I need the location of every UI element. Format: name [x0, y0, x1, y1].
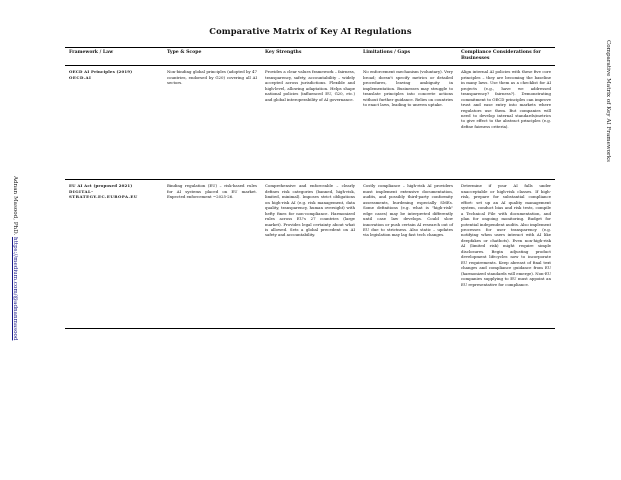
strengths-cell: Provides a clear values framework – fairness, transparency, safety, accountability – widely accepted across jurisdictions. Flexible and high-level, allowing adaptation. Helps shape national policies (influenced EU, G20, etc.) and global interoperability of AI governance. — [261, 66, 359, 180]
column-header-framework: Framework / Law — [65, 48, 163, 66]
framework-source: OECD.AI — [69, 74, 92, 80]
framework-name: OECD AI Principles (2019) — [69, 69, 133, 75]
limitations-cell: No enforcement mechanism (voluntary). Very broad; doesn't specify metrics or detailed procedures, leaving ambiguity in implementation. Businesses may struggle to translate principles into concrete actions without further guidance. Relies on countries to enact laws, leading to uneven uptake. — [359, 66, 457, 180]
column-header-compliance: Compliance Considerations for Businesses — [457, 48, 555, 66]
strengths-cell: Comprehensive and enforceable – clearly defines risk categories (banned, high-risk, limited, minimal). Imposes strict obligations on high-risk AI (e.g. risk management, data quality, transparency, human oversight) with hefty fines for non-compliance. Harmonized rules across EU's 27 countries (large market). Provides legal certainty about what is allowed. Sets a global precedent on AI safety and accountability. — [261, 180, 359, 329]
framework-cell — [65, 66, 163, 180]
compliance-cell: Determine if your AI falls under unacceptable or high-risk classes. If high-risk, prepare for substantial compliance effort: set up an AI quality management system, conduct bias and risk tests, compile a Technical File with documentation, and plan for ongoing monitoring. Budget for potential independent audits. Also implement processes for user transparency (e.g. notifying when users interact with AI like deepfakes or chatbots). Even non-high-risk AI (limited risk) might require simple disclosures. Begin adjusting product development lifecycles now to incorporate EU requirements. Keep abreast of final text changes and compliance guidance from EU (harmonized standards will emerge). Non-EU companies supplying to EU must appoint an EU representative for compliance. — [457, 180, 555, 329]
column-header-limitations: Limitations / Gaps — [359, 48, 457, 66]
page-title: Comparative Matrix of Key AI Regulations — [209, 26, 412, 36]
type-scope-cell: Non-binding global principles (adopted by 47 countries, endorsed by G20) covering all AI sectors. — [163, 66, 261, 180]
table-header-row — [65, 48, 555, 66]
author-name: Adnan Masood, PhD. — [12, 176, 18, 236]
comparison-matrix-table — [65, 47, 555, 329]
framework-source: DIGITAL-STRATEGY.EC.EUROPA.EU — [69, 188, 138, 200]
author-credit — [12, 176, 18, 340]
column-header-type-scope: Type & Scope — [163, 48, 261, 66]
framework-cell — [65, 180, 163, 329]
compliance-cell: Align internal AI policies with these five core principles – they are becoming the baseline in many laws. Use them as a checklist for AI projects (e.g., have we addressed transparency? fairness?). Demonstrating commitment to OECD principles can improve trust and ease entry into markets where regulators use them. But companies will need to develop internal standards/metrics to give effect to the abstract principles (e.g. define fairness criteria). — [457, 66, 555, 180]
table-row — [65, 180, 555, 329]
framework-name: EU AI Act (proposed 2021) — [69, 183, 133, 189]
author-url-link[interactable]: https://medium.com/@adnanmasood — [12, 236, 18, 341]
table-row — [65, 66, 555, 180]
side-running-title: Comparative Matrix of Key AI Frameworks — [605, 40, 611, 162]
limitations-cell: Costly compliance – high-risk AI providers must implement extensive documentation, audits, and possibly third-party conformity assessments, burdening especially SMEs. Some definitions (e.g. what is "high-risk" edge cases) may be interpreted differently until case law develops. Could slow innovation or push certain AI research out of EU due to strictness. Also static – updates via legislation may lag fast tech changes. — [359, 180, 457, 329]
column-header-strengths: Key Strengths — [261, 48, 359, 66]
type-scope-cell: Binding regulation (EU) – risk-based rules for AI systems placed on EU market. Expected enforcement ~2025-26. — [163, 180, 261, 329]
